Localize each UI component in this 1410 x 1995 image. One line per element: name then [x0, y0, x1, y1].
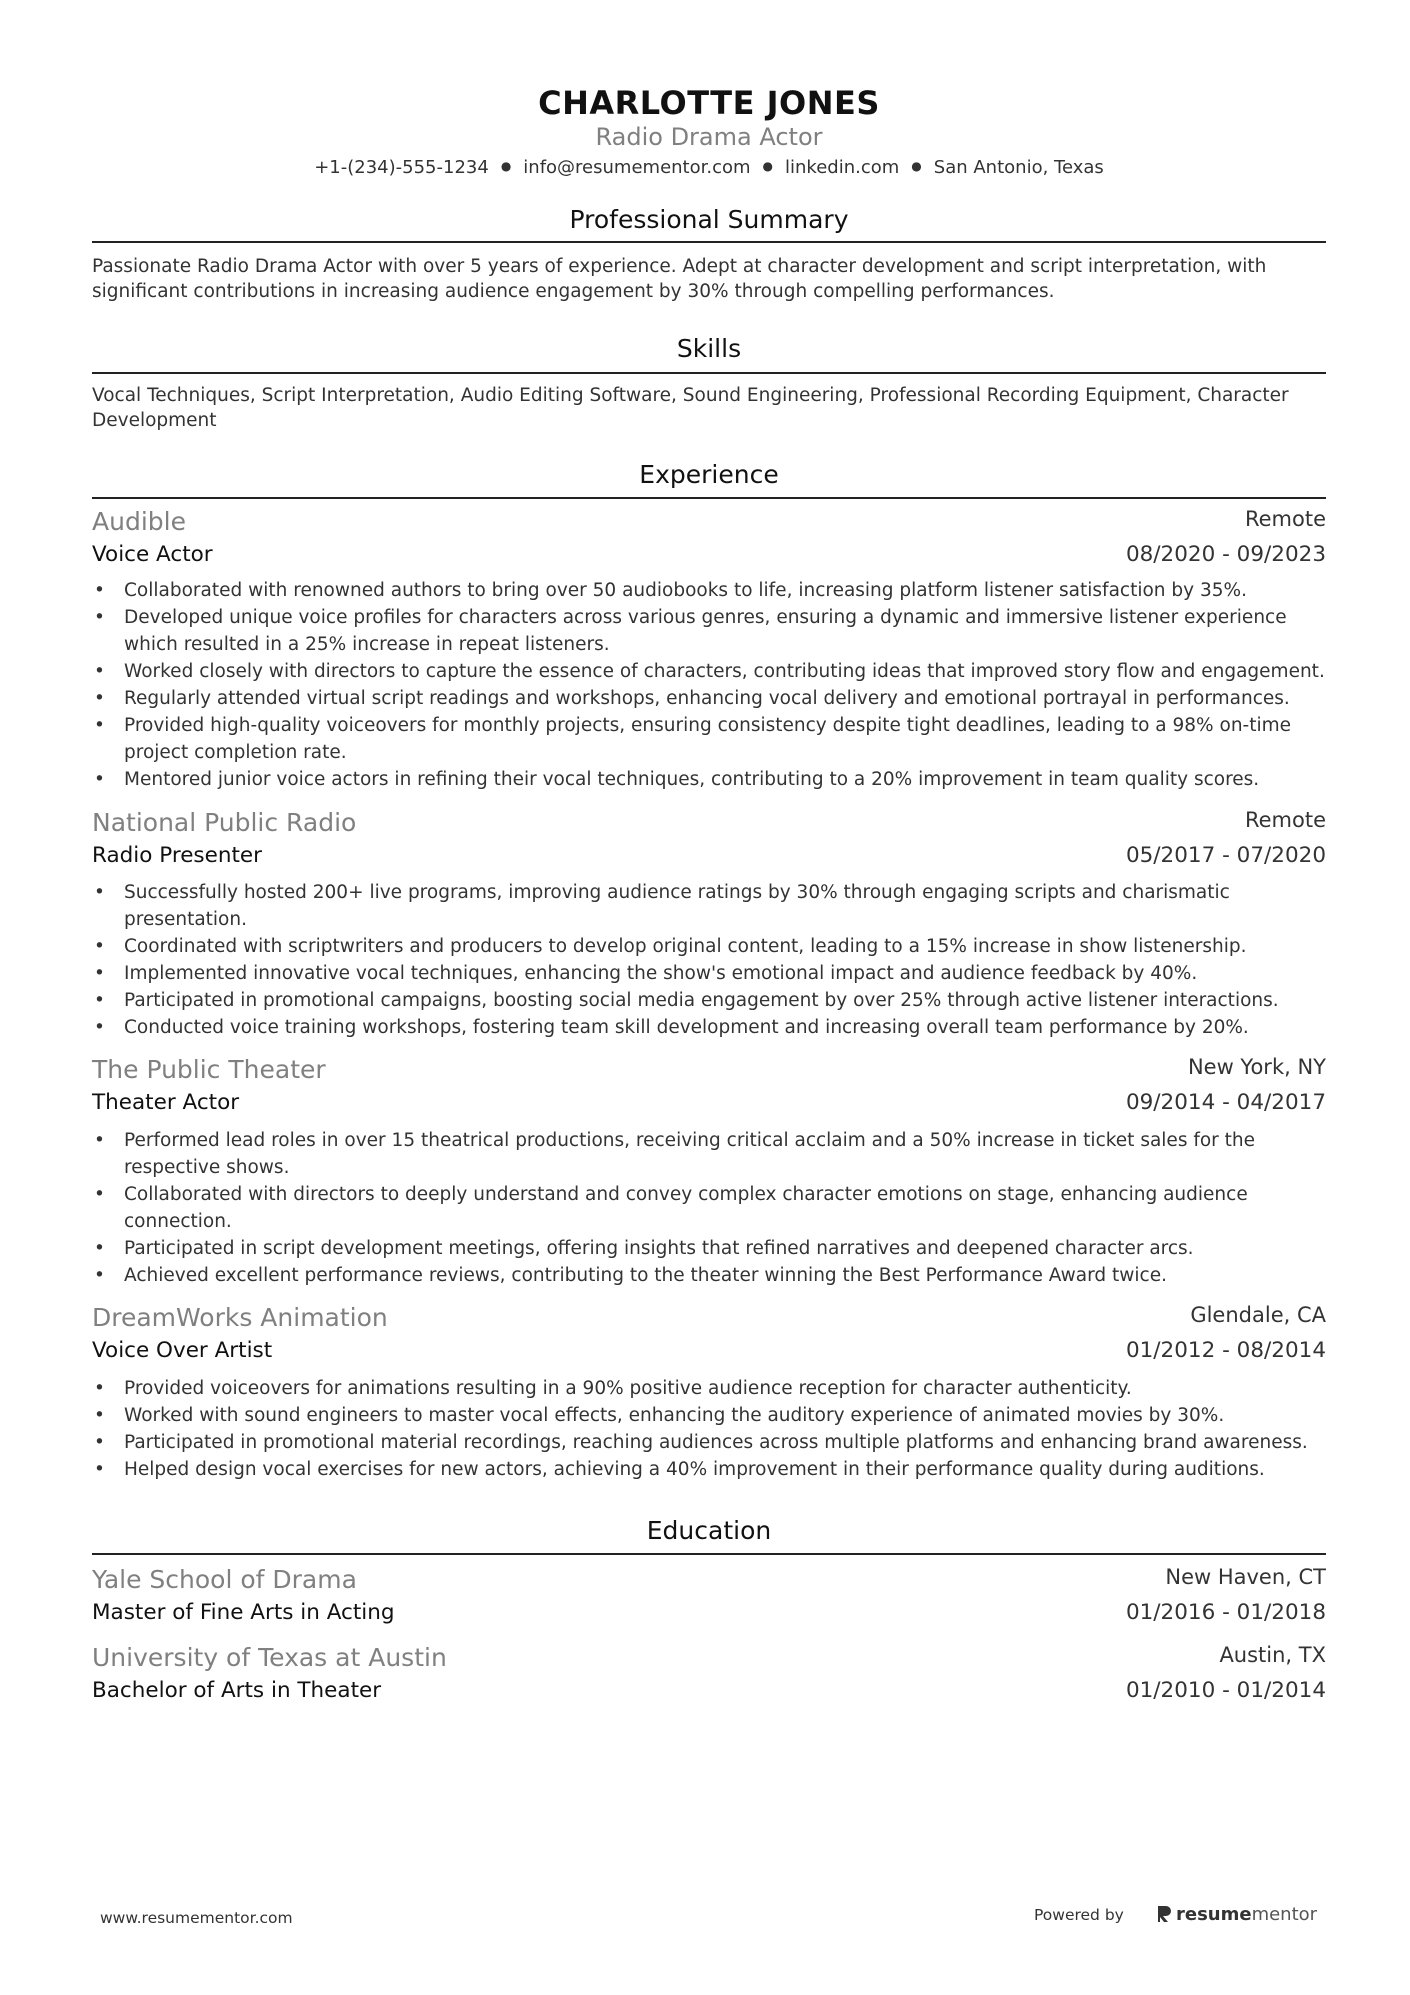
contact-line [92, 157, 1326, 178]
contact-email[interactable]: info@resumementor.com [523, 157, 751, 178]
job-company: DreamWorks Animation [92, 1303, 388, 1332]
job-bullet: • Coordinated with scriptwriters and producers to develop original content, leading to a 15% increase in show listenership. [92, 933, 1326, 960]
job-bullet: • Collaborated with directors to deeply understand and convey complex character emotions on stage, enhancing audience connection. [92, 1181, 1326, 1235]
summary-text: Passionate Radio Drama Actor with over 5 years of experience. Adept at character development and script interpretation, with significant contributions in increasing audience engagement by 30% through compelling performances. [92, 256, 1267, 302]
education-heading: Education [646, 1516, 772, 1545]
job-bullet: • Conducted voice training workshops, fostering team skill development and increasing overall team performance by 20%. [92, 1014, 1326, 1041]
brand-wordmark [1176, 1904, 1317, 1925]
school-location: Austin, TX [1219, 1643, 1326, 1667]
powered-by-label: Powered by [1034, 1906, 1124, 1924]
skills-heading: Skills [676, 334, 742, 363]
job-role: Voice Actor [92, 542, 213, 567]
job-bullet: • Participated in script development meetings, offering insights that refined narratives and deepened character arcs. [92, 1235, 1326, 1262]
school-name: University of Texas at Austin [92, 1643, 447, 1672]
job-company: The Public Theater [92, 1055, 326, 1084]
degree-dates: 01/2016 - 01/2018 [1125, 1600, 1326, 1625]
bullet-separator: ● [762, 159, 774, 173]
job-bullet: • Regularly attended virtual script readings and workshops, enhancing vocal delivery and emotional portrayal in performances. [92, 685, 1326, 712]
job-dates: 09/2014 - 04/2017 [1125, 1090, 1326, 1115]
job-role: Voice Over Artist [92, 1338, 273, 1363]
job-bullets [92, 879, 1326, 1041]
job-bullet: • Performed lead roles in over 15 theatrical productions, receiving critical acclaim and a 50% increase in ticket sales for the respective shows. [92, 1127, 1326, 1181]
section-divider [92, 497, 1326, 499]
job-bullets [92, 577, 1326, 793]
job-bullet: • Worked closely with directors to capture the essence of characters, contributing ideas that improved story flow and engagement. [92, 658, 1326, 685]
job-bullet: • Participated in promotional campaigns, boosting social media engagement by over 25% through active listener interactions. [92, 987, 1326, 1014]
job-bullet: • Implemented innovative vocal techniques, enhancing the show's emotional impact and audience feedback by 40%. [92, 960, 1326, 987]
job-location: Remote [1244, 507, 1326, 531]
job-bullet: • Achieved excellent performance reviews, contributing to the theater winning the Best Performance Award twice. [92, 1262, 1326, 1289]
job-bullets [92, 1375, 1326, 1483]
degree-name: Master of Fine Arts in Acting [92, 1600, 395, 1625]
candidate-title: Radio Drama Actor [595, 123, 823, 151]
job-bullet: • Helped design vocal exercises for new actors, achieving a 40% improvement in their performance quality during auditions. [92, 1456, 1326, 1483]
brand-wordmark-bold: resume [1176, 1903, 1252, 1925]
degree-name: Bachelor of Arts in Theater [92, 1678, 382, 1703]
bullet-separator: ● [500, 159, 512, 173]
section-divider [92, 1553, 1326, 1555]
bullet-separator: ● [911, 159, 922, 173]
section-divider [92, 241, 1326, 243]
contact-linkedin[interactable]: linkedin.com [785, 157, 900, 178]
contact-location: San Antonio, Texas [933, 157, 1104, 178]
job-dates: 08/2020 - 09/2023 [1125, 542, 1326, 567]
job-bullet: • Developed unique voice profiles for characters across various genres, ensuring a dynamic and immersive listener experience which resulted in a 25% increase in repeat listeners. [92, 604, 1326, 658]
contact-phone: +1-(234)-555-1234 [314, 157, 489, 178]
section-divider [92, 372, 1326, 374]
candidate-name: CHARLOTTE JONES [538, 84, 880, 122]
job-location: Remote [1244, 808, 1326, 832]
resumementor-logo-icon [1156, 1904, 1172, 1924]
job-dates: 01/2012 - 08/2014 [1125, 1338, 1326, 1363]
resumementor-logo[interactable] [1156, 1902, 1317, 1926]
job-bullet: • Provided voiceovers for animations resulting in a 90% positive audience reception for character authenticity. [92, 1375, 1326, 1402]
job-role: Theater Actor [92, 1090, 240, 1115]
job-company: Audible [92, 507, 186, 536]
footer-url-link[interactable]: www.resumementor.com [100, 1909, 293, 1927]
degree-dates: 01/2010 - 01/2014 [1125, 1678, 1326, 1703]
summary-heading: Professional Summary [569, 205, 849, 234]
job-location: New York, NY [1187, 1055, 1326, 1079]
job-role: Radio Presenter [92, 843, 262, 868]
school-name: Yale School of Drama [92, 1565, 357, 1594]
brand-wordmark-light: mentor [1251, 1903, 1318, 1925]
job-company: National Public Radio [92, 808, 357, 837]
job-bullet: • Mentored junior voice actors in refining their vocal techniques, contributing to a 20% improvement in team quality scores. [92, 766, 1326, 793]
job-dates: 05/2017 - 07/2020 [1125, 843, 1326, 868]
experience-heading: Experience [639, 460, 779, 489]
job-location: Glendale, CA [1190, 1303, 1326, 1327]
job-bullet: • Collaborated with renowned authors to bring over 50 audiobooks to life, increasing platform listener satisfaction by 35%. [92, 577, 1326, 604]
job-bullets [92, 1127, 1326, 1289]
job-bullet: • Successfully hosted 200+ live programs, improving audience ratings by 30% through engaging scripts and charismatic presentation. [92, 879, 1326, 933]
school-location: New Haven, CT [1165, 1565, 1326, 1589]
job-bullet: • Worked with sound engineers to master vocal effects, enhancing the auditory experience of animated movies by 30%. [92, 1402, 1326, 1429]
skills-text: Vocal Techniques, Script Interpretation, Audio Editing Software, Sound Engineering, Professional Recording Equipment, Character Development [92, 385, 1289, 431]
job-bullet: • Participated in promotional material recordings, reaching audiences across multiple platforms and enhancing brand awareness. [92, 1429, 1326, 1456]
job-bullet: • Provided high-quality voiceovers for monthly projects, ensuring consistency despite tight deadlines, leading to a 98% on-time project completion rate. [92, 712, 1326, 766]
